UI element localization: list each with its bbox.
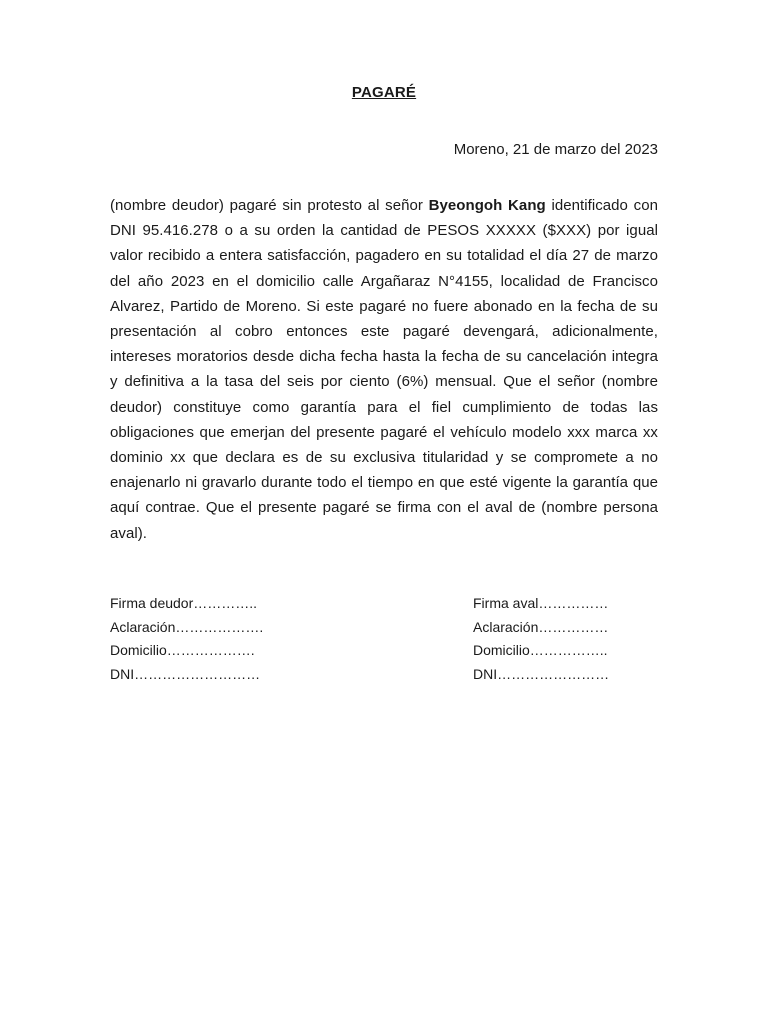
creditor-name: Byeongoh Kang	[428, 197, 546, 214]
debtor-clarification-line: Aclaración……………….	[110, 618, 264, 635]
debtor-signature-block	[110, 592, 263, 686]
document-title: PAGARÉ	[351, 84, 417, 101]
guarantor-signature-line: Firma aval……………	[473, 595, 609, 611]
guarantor-address-line: Domicilio……………..	[473, 642, 608, 658]
paragraph-before-name: (nombre deudor) pagaré sin protesto al señor	[110, 197, 429, 214]
promissory-note-paragraph	[110, 193, 658, 546]
paragraph-after-name: identificado con DNI 95.416.278 o a su orden la cantidad de PESOS XXXXX ($XXX) por igual valor recibido a entera satisfacción, pagadero en su totalidad el día 27 de marzo del año 2023 en el domicilio calle Argañaraz N°4155, localidad de Francisco Alvarez, Partido de Moreno. Si este pagaré no fuere abonado en la fecha de su presentación al cobro entonces este pagaré devengará, adicionalmente, intereses moratorios desde dicha fecha hasta la fecha de su cancelación integra y definitiva a la tasa del seis por ciento (6%) mensual. Que el señor (nombre deudor) constituye como garantía para el fiel cumplimiento de todas las obligaciones que emerjan del presente pagaré el vehículo modelo xxx marca xx dominio xx que declara es de su exclusiva titularidad y se compromete a no enajenarlo ni gravarlo durante todo el tiempo en que esté vigente la garantía que aquí contrae. Que el presente pagaré se firma con el aval de (nombre persona aval).	[110, 197, 658, 542]
guarantor-clarification-line: Aclaración……………	[473, 618, 609, 635]
debtor-signature-line: Firma deudor…………..	[110, 595, 258, 611]
debtor-address-line: Domicilio……………….	[110, 642, 255, 658]
date-line: Moreno, 21 de marzo del 2023	[453, 141, 658, 158]
debtor-dni-line: DNI………………………	[110, 665, 261, 682]
guarantor-signature-block	[473, 592, 609, 686]
guarantor-dni-line: DNI……………………	[473, 665, 610, 682]
